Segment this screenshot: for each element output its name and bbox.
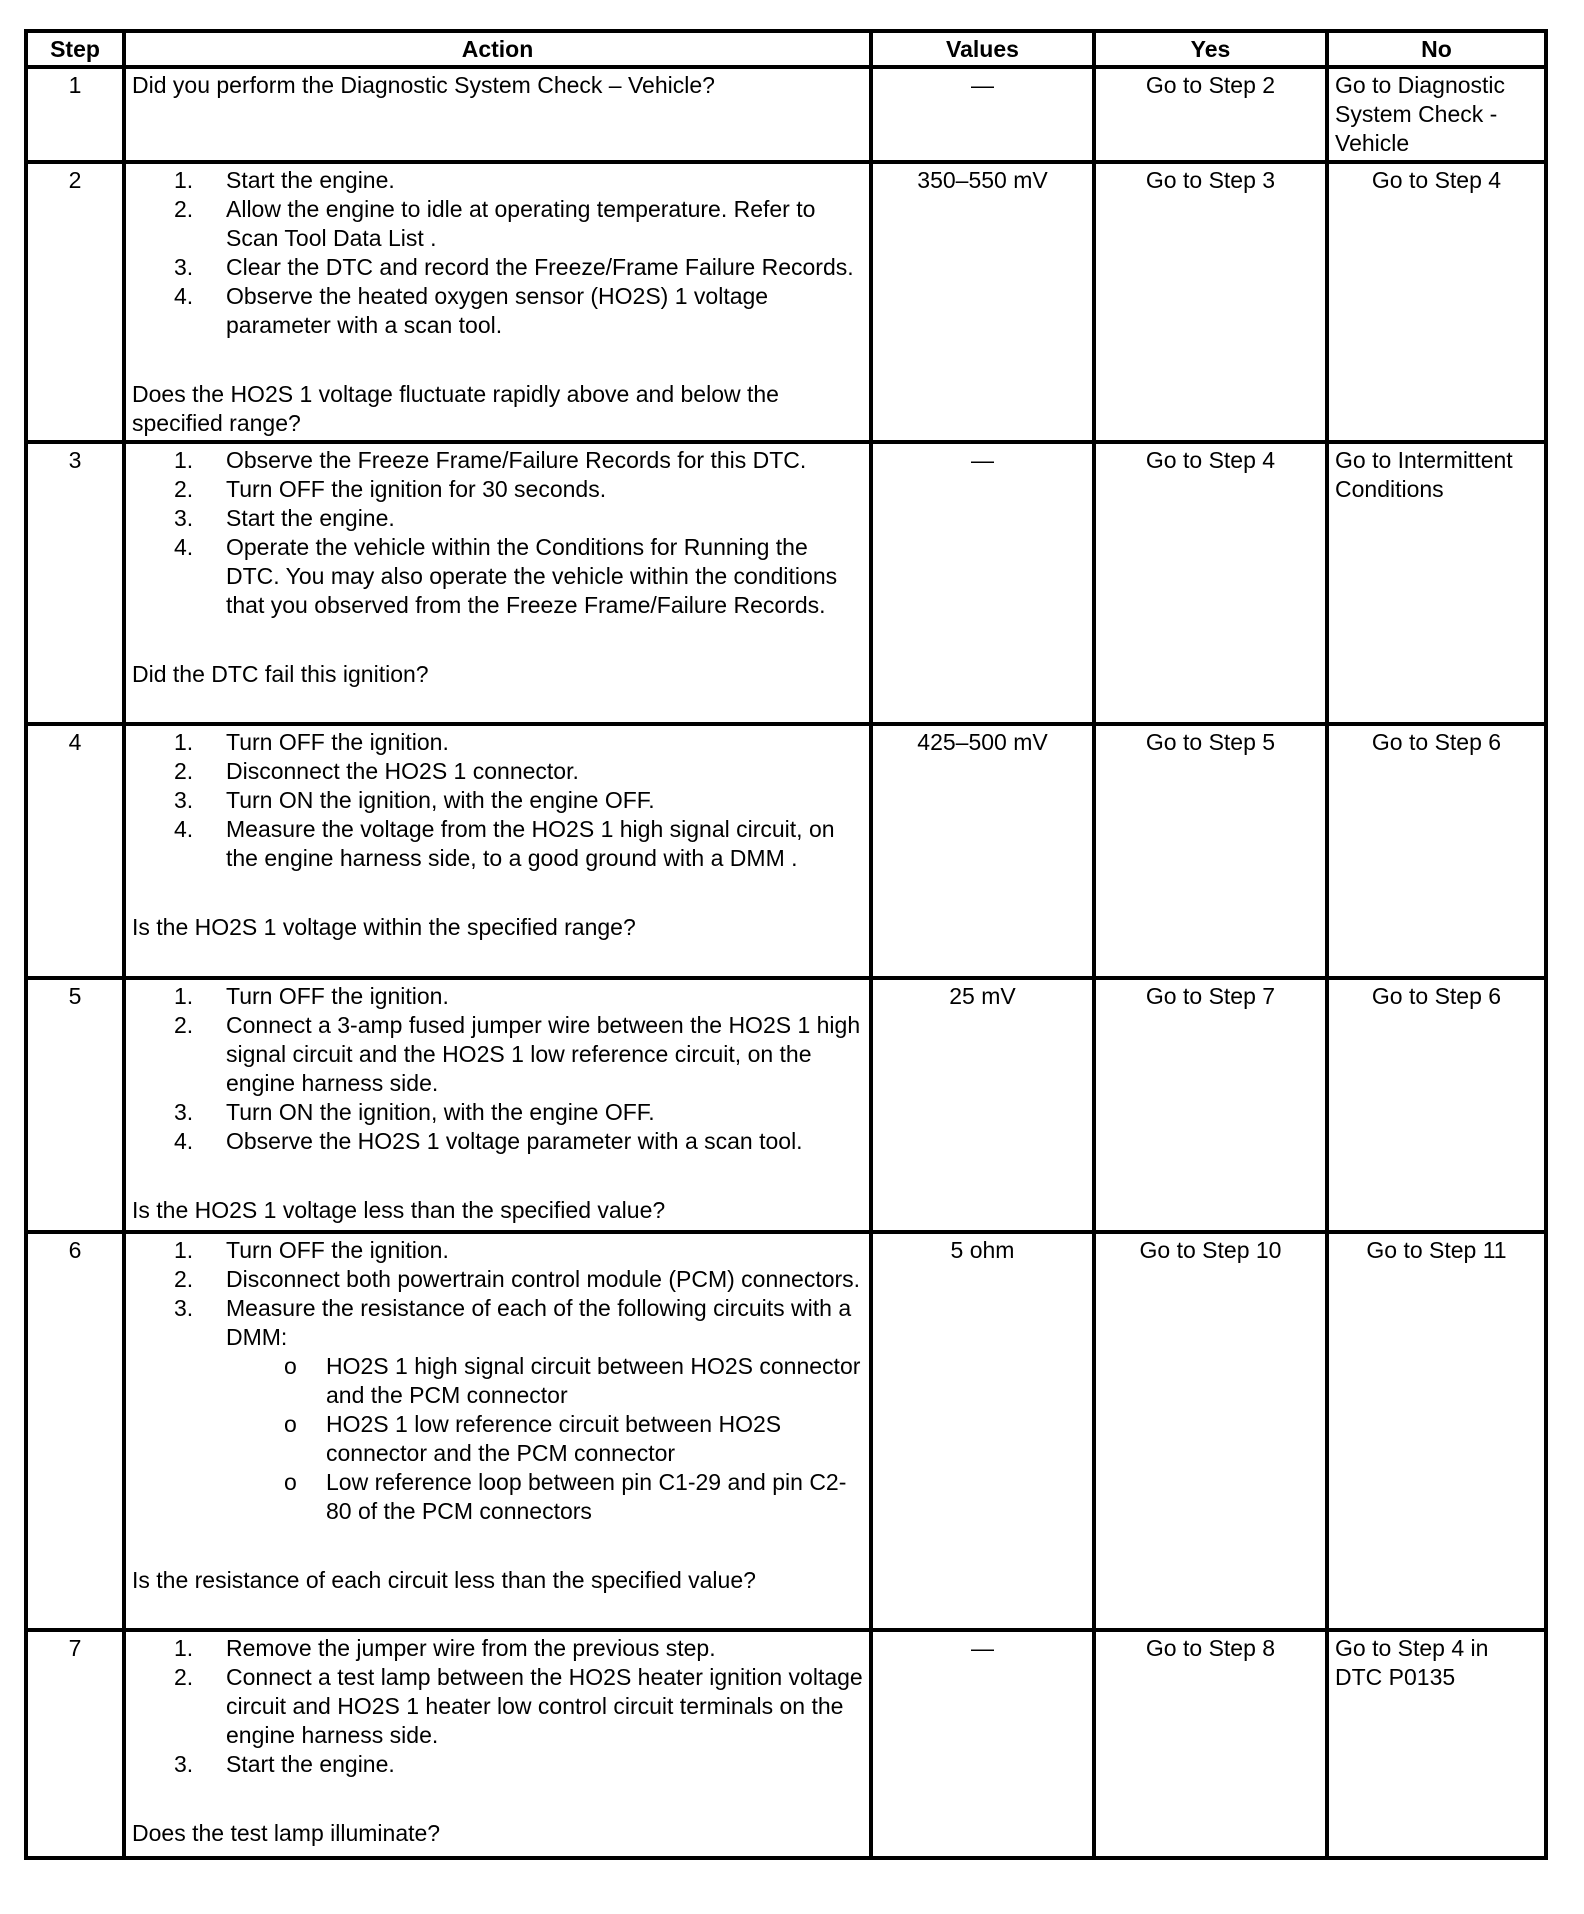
action-question: Does the HO2S 1 voltage fluctuate rapidly above and below the specified range? (132, 381, 779, 436)
action-cell (124, 978, 871, 1232)
action-cell (124, 67, 871, 162)
step-number: 6 (26, 1232, 124, 1630)
list-item: 2. Disconnect the HO2S 1 connector. (174, 758, 579, 784)
action-cell (124, 724, 871, 978)
action-intro: Did you perform the Diagnostic System Check – Vehicle? (132, 72, 715, 98)
list-item: 4. Measure the voltage from the HO2S 1 high signal circuit, on the engine harness side, to a good ground with a DMM . (174, 816, 835, 871)
list-item: 3. Start the engine. (174, 505, 395, 531)
header-values: Values (871, 31, 1094, 67)
list-item: 3. Turn ON the ignition, with the engine OFF. (174, 787, 655, 813)
header-action: Action (124, 31, 871, 67)
no-cell: Go to Step 4 (1327, 162, 1546, 442)
table-row (26, 442, 1546, 724)
list-item: 1. Turn OFF the ignition. (174, 983, 449, 1009)
no-cell: Go to Step 11 (1327, 1232, 1546, 1630)
list-item: 3. Start the engine. (174, 1751, 395, 1777)
no-cell: Go to Step 6 (1327, 978, 1546, 1232)
yes-cell: Go to Step 8 (1094, 1630, 1327, 1858)
list-item: 4. Operate the vehicle within the Conditions for Running the DTC. You may also operate the vehicle within the conditions that you observed from the Freeze Frame/Failure Records. (174, 534, 838, 618)
action-question: Is the HO2S 1 voltage within the specified range? (132, 914, 636, 940)
step-number: 2 (26, 162, 124, 442)
list-item: 1. Turn OFF the ignition. (174, 729, 449, 755)
values-cell: — (871, 1630, 1094, 1858)
action-subitems (132, 1352, 863, 1526)
step-number: 4 (26, 724, 124, 978)
values-cell: 350–550 mV (871, 162, 1094, 442)
action-steps (132, 446, 863, 620)
list-item: 2. Turn OFF the ignition for 30 seconds. (174, 476, 607, 502)
no-cell: Go to Step 4 in DTC P0135 (1327, 1630, 1546, 1858)
action-question: Does the test lamp illuminate? (132, 1820, 441, 1846)
no-cell: Go to Intermittent Conditions (1327, 442, 1546, 724)
action-cell (124, 162, 871, 442)
action-question: Did the DTC fail this ignition? (132, 661, 429, 687)
list-item: 1. Remove the jumper wire from the previous step. (174, 1635, 716, 1661)
yes-cell: Go to Step 5 (1094, 724, 1327, 978)
action-steps (132, 1634, 863, 1779)
table-row (26, 724, 1546, 978)
list-item: 2. Connect a test lamp between the HO2S heater ignition voltage circuit and HO2S 1 heater low control circuit terminals on the engine harness side. (174, 1664, 863, 1748)
action-cell (124, 1232, 871, 1630)
list-item: 3. Clear the DTC and record the Freeze/Frame Failure Records. (174, 254, 854, 280)
list-item: o HO2S 1 low reference circuit between HO2S connector and the PCM connector (284, 1411, 782, 1466)
yes-cell: Go to Step 3 (1094, 162, 1327, 442)
list-item: 1. Observe the Freeze Frame/Failure Records for this DTC. (174, 447, 807, 473)
table-row (26, 67, 1546, 162)
diagnostic-table (24, 29, 1548, 1860)
table-row (26, 1232, 1546, 1630)
values-cell: 5 ohm (871, 1232, 1094, 1630)
table-row (26, 1630, 1546, 1858)
list-item: 4. Observe the heated oxygen sensor (HO2S) 1 voltage parameter with a scan tool. (174, 283, 769, 338)
no-cell: Go to Step 6 (1327, 724, 1546, 978)
values-cell: — (871, 442, 1094, 724)
action-cell (124, 442, 871, 724)
header-yes: Yes (1094, 31, 1327, 67)
step-number: 5 (26, 978, 124, 1232)
action-steps (132, 728, 863, 873)
header-step: Step (26, 31, 124, 67)
yes-cell: Go to Step 7 (1094, 978, 1327, 1232)
table-row (26, 978, 1546, 1232)
list-item: o HO2S 1 high signal circuit between HO2S connector and the PCM connector (284, 1353, 861, 1408)
action-steps (132, 1236, 863, 1352)
values-cell: — (871, 67, 1094, 162)
list-item: 3. Turn ON the ignition, with the engine OFF. (174, 1099, 655, 1125)
list-item: o Low reference loop between pin C1-29 and pin C2- 80 of the PCM connectors (284, 1469, 847, 1524)
step-number: 7 (26, 1630, 124, 1858)
action-steps (132, 982, 863, 1156)
action-question: Is the resistance of each circuit less than the specified value? (132, 1567, 756, 1593)
yes-cell: Go to Step 2 (1094, 67, 1327, 162)
list-item: 3. Measure the resistance of each of the following circuits with a DMM: (174, 1295, 852, 1350)
list-item: 4. Observe the HO2S 1 voltage parameter with a scan tool. (174, 1128, 803, 1154)
list-item: 2. Disconnect both powertrain control module (PCM) connectors. (174, 1266, 861, 1292)
step-number: 3 (26, 442, 124, 724)
action-cell (124, 1630, 871, 1858)
list-item: 2. Connect a 3-amp fused jumper wire between the HO2S 1 high signal circuit and the HO2S 1 low reference circuit, on the engine harness side. (174, 1012, 861, 1096)
action-question: Is the HO2S 1 voltage less than the specified value? (132, 1197, 666, 1223)
table-row (26, 162, 1546, 442)
list-item: 1. Turn OFF the ignition. (174, 1237, 449, 1263)
list-item: 2. Allow the engine to idle at operating temperature. Refer to Scan Tool Data List . (174, 196, 816, 251)
values-cell: 425–500 mV (871, 724, 1094, 978)
yes-cell: Go to Step 10 (1094, 1232, 1327, 1630)
no-cell: Go to Diagnostic System Check - Vehicle (1327, 67, 1546, 162)
action-steps (132, 166, 863, 340)
yes-cell: Go to Step 4 (1094, 442, 1327, 724)
step-number: 1 (26, 67, 124, 162)
header-no: No (1327, 31, 1546, 67)
header-row (26, 31, 1546, 67)
values-cell: 25 mV (871, 978, 1094, 1232)
list-item: 1. Start the engine. (174, 167, 395, 193)
